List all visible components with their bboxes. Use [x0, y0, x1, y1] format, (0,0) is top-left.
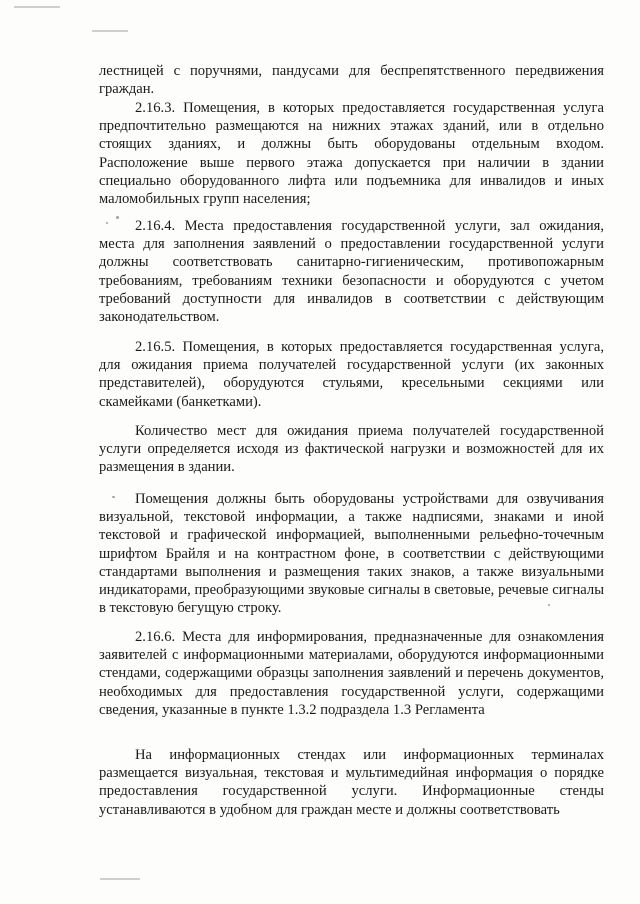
- paragraph-waiting-seats: Количество мест для ожидания приема получателей государственной услуги определяется исходя из фактической нагрузки и возможностей для их размещения в здании.: [99, 423, 604, 476]
- paragraph-continuation: лестницей с поручнями, пандусами для беспрепятственного передвижения граждан.: [99, 63, 604, 98]
- paragraph-accessibility-equipment: Помещения должны быть оборудованы устройствами для озвучивания визуальной, текстовой информации, а также надписями, знаками и иной текстовой и графической информацией, выполненными рельефно-точечным шрифтом Брайля и на контрастном фоне, в соответствии с действующими стандартами выполнения и размещения таких знаков, а также визуальными индикаторами, преобразующими звуковые сигналы в световые, речевые сигналы в текстовую бегущую строку.: [99, 491, 604, 617]
- paragraph-2-16-6: 2.16.6. Места для информирования, предназначенные для ознакомления заявителей с информационными материалами, оборудуются информационными стендами, содержащими образцы заполнения заявлений и перечень документов, необходимых для предоставления государственной услуги, содержащими сведения, указанные в пункте 1.3.2 подраздела 1.3 Регламента: [99, 629, 604, 718]
- paragraph-2-16-3: 2.16.3. Помещения, в которых предоставляется государственная услуга предпочтительно размещаются на нижних этажах зданий, или в отдельно стоящих зданиях, и должны быть оборудованы отдельным входом. Расположение выше первого этажа допускается при наличии в здании специально оборудованного лифта или подъемника для инвалидов и иных маломобильных групп населения;: [99, 100, 604, 208]
- paragraph-2-16-4: 2.16.4. Места предоставления государственной услуги, зал ожидания, места для заполнения заявлений о предоставлении государственной услуги должны соответствовать санитарно-гигиеническим, противопожарным требованиям, требованиям техники безопасности и оборудуются с учетом требований доступности для инвалидов в соответствии с действующим законодательством.: [99, 218, 604, 326]
- scan-mark: [92, 30, 128, 32]
- paragraph-2-16-5: 2.16.5. Помещения, в которых предоставляется государственная услуга, для ожидания приема получателей государственной услуги (их законных представителей), оборудуются стульями, кресельными секциями или скамейками (банкетками).: [99, 339, 604, 410]
- paragraph-info-stands: На информационных стендах или информационных терминалах размещается визуальная, текстовая и мультимедийная информация о порядке предоставления государственной услуги. Информационные стенды устанавливаются в удобном для граждан месте и должны соответствовать: [99, 747, 604, 818]
- scan-mark: [100, 878, 140, 880]
- scan-mark: [14, 6, 60, 8]
